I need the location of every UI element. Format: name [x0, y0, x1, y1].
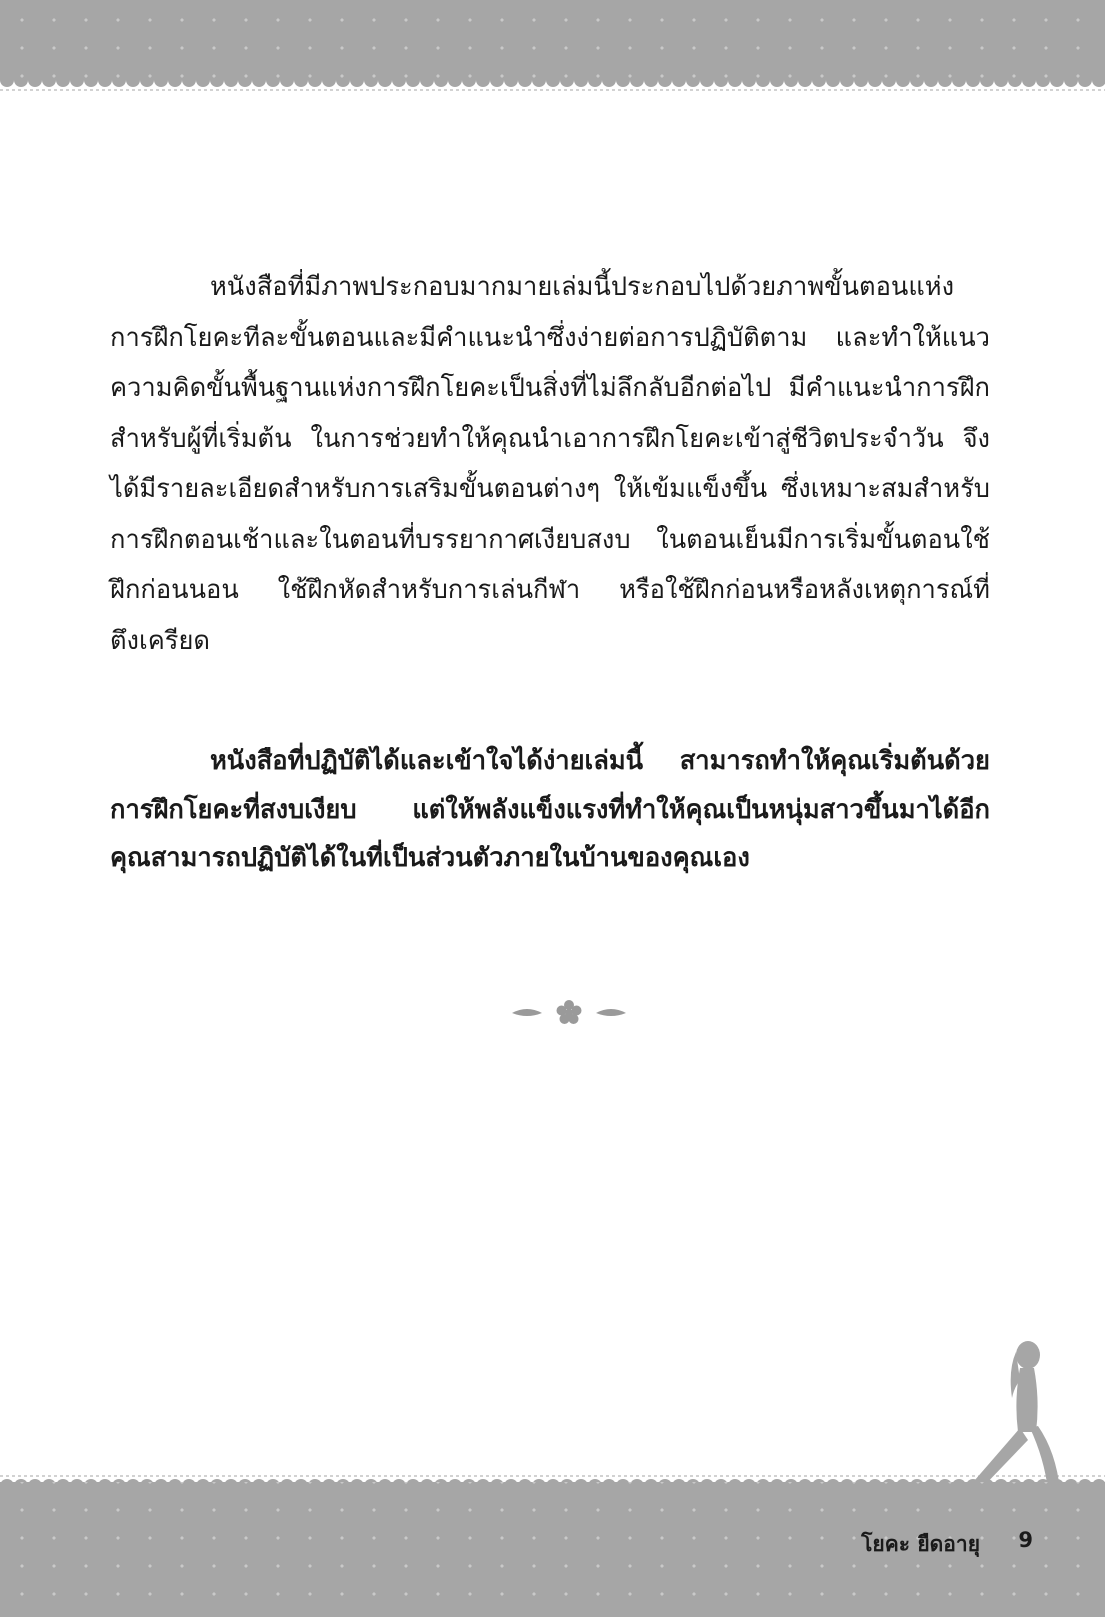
running-title: โยคะ ยืดอายุ: [861, 1532, 980, 1556]
header-scallop-border: [0, 80, 1105, 94]
header-band: [0, 0, 1105, 80]
body-paragraph: หนังสือที่มีภาพประกอบมากมายเล่มนี้ประกอบไปด้วยภาพขั้นตอนแห่งการฝึกโยคะทีละขั้นตอนและมีคำแนะนำซึ่งง่ายต่อการปฏิบัติตาม และทำให้แนวความคิดขั้นพื้นฐานแห่งการฝึกโยคะเป็นสิ่งที่ไม่ลึกลับอีกต่อไป มีคำแนะนำการฝึกสำหรับผู้ที่เริ่มต้น ในการช่วยทำให้คุณนำเอาการฝึกโยคะเข้าสู่ชีวิตประจำวัน จึงได้มีรายละเอียดสำหรับการเสริมขั้นตอนต่างๆ ให้เข้มแข็งขึ้น ซึ่งเหมาะสมสำหรับการฝึกตอนเช้าและในตอนที่บรรยากาศเงียบสงบ ในตอนเย็นมีการเริ่มขั้นตอนใช้ฝึกก่อนนอน ใช้ฝึกหัดสำหรับการเล่นกีฬา หรือใช้ฝึกก่อนหรือหลังเหตุการณ์ที่ตึงเครียด: [110, 272, 990, 656]
body-paragraph-bold: หนังสือที่ปฏิบัติได้และเข้าใจได้ง่ายเล่มนี้ สามารถทำให้คุณเริ่มต้นด้วยการฝึกโยคะที่สงบเงียบ แต่ให้พลังแข็งแรงที่ทำให้คุณเป็นหนุ่มสาวขึ้นมาได้อีก คุณสามารถปฏิบัติได้ในที่เป็นส่วนตัวภายในบ้านของคุณเอง: [110, 746, 990, 873]
flower-divider-icon: [510, 998, 630, 1028]
page-number: 9: [1018, 1528, 1033, 1552]
